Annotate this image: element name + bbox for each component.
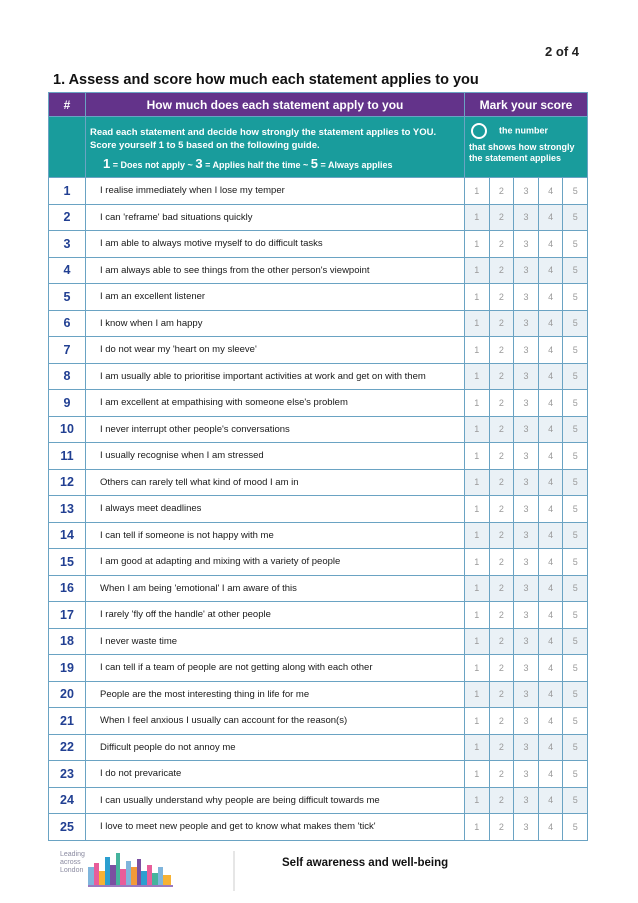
statement-number: 14 (49, 522, 86, 549)
score-option-1[interactable]: 1 (465, 363, 490, 390)
score-option-3[interactable]: 3 (514, 416, 539, 443)
score-option-4[interactable]: 4 (538, 204, 563, 231)
statement-number: 21 (49, 708, 86, 735)
table-row (49, 761, 588, 788)
score-option-3[interactable]: 3 (514, 814, 539, 841)
score-option-4[interactable]: 4 (538, 178, 563, 205)
score-scale (90, 157, 458, 172)
score-option-5[interactable]: 5 (563, 522, 588, 549)
score-option-5[interactable]: 5 (563, 814, 588, 841)
score-option-5[interactable]: 5 (563, 284, 588, 311)
score-option-3[interactable]: 3 (514, 602, 539, 629)
score-option-5[interactable]: 5 (563, 390, 588, 417)
table-row (49, 363, 588, 390)
score-option-2[interactable]: 2 (489, 416, 514, 443)
score-option-4[interactable]: 4 (538, 708, 563, 735)
table-row (49, 416, 588, 443)
table-row (49, 787, 588, 814)
score-option-4[interactable]: 4 (538, 761, 563, 788)
london-skyline-icon (60, 847, 235, 892)
score-option-2[interactable]: 2 (489, 628, 514, 655)
score-option-2[interactable]: 2 (489, 231, 514, 258)
score-option-5[interactable]: 5 (563, 787, 588, 814)
score-option-5[interactable]: 5 (563, 575, 588, 602)
score-option-5[interactable]: 5 (563, 681, 588, 708)
statement-text: I am usually able to prioritise important activities at work and get on with them (86, 363, 465, 390)
score-option-3[interactable]: 3 (514, 257, 539, 284)
statement-text: I do not prevaricate (86, 761, 465, 788)
statement-text: When I feel anxious I usually can account for the reason(s) (86, 708, 465, 735)
score-option-3[interactable]: 3 (514, 337, 539, 364)
score-option-5[interactable]: 5 (563, 231, 588, 258)
table-row (49, 496, 588, 523)
score-option-2[interactable]: 2 (489, 310, 514, 337)
score-option-1[interactable]: 1 (465, 178, 490, 205)
scale-3: 3 (195, 156, 203, 171)
score-option-4[interactable]: 4 (538, 363, 563, 390)
scale-sep-1: ~ (187, 160, 193, 170)
table-row (49, 257, 588, 284)
section-heading: 1. Assess and score how much each statement applies to you (53, 72, 479, 88)
scale-1-text: = Does not apply (112, 160, 186, 170)
score-option-5[interactable]: 5 (563, 204, 588, 231)
score-option-5[interactable]: 5 (563, 655, 588, 682)
table-row (49, 337, 588, 364)
score-option-3[interactable]: 3 (514, 761, 539, 788)
score-option-3[interactable]: 3 (514, 363, 539, 390)
statement-text: I am always able to see things from the other person's viewpoint (86, 257, 465, 284)
statement-number: 7 (49, 337, 86, 364)
score-option-1[interactable]: 1 (465, 337, 490, 364)
score-option-2[interactable]: 2 (489, 814, 514, 841)
statement-number: 8 (49, 363, 86, 390)
table-row (49, 310, 588, 337)
scale-3-text: = Applies half the time (205, 160, 301, 170)
score-option-2[interactable]: 2 (489, 363, 514, 390)
score-option-2[interactable]: 2 (489, 522, 514, 549)
statement-number: 9 (49, 390, 86, 417)
statement-number: 19 (49, 655, 86, 682)
statement-number: 1 (49, 178, 86, 205)
score-option-4[interactable]: 4 (538, 602, 563, 629)
score-option-4[interactable]: 4 (538, 496, 563, 523)
table-row (49, 628, 588, 655)
logo-text: Leading across London (60, 851, 85, 874)
score-option-2[interactable]: 2 (489, 337, 514, 364)
score-option-5[interactable]: 5 (563, 443, 588, 470)
table-row (49, 681, 588, 708)
score-option-2[interactable]: 2 (489, 655, 514, 682)
assessment-table (48, 92, 588, 841)
score-option-5[interactable]: 5 (563, 628, 588, 655)
statement-number: 23 (49, 761, 86, 788)
scale-1: 1 (103, 156, 111, 171)
score-option-3[interactable]: 3 (514, 496, 539, 523)
score-option-2[interactable]: 2 (489, 734, 514, 761)
statement-text: I know when I am happy (86, 310, 465, 337)
table-row (49, 469, 588, 496)
score-option-4[interactable]: 4 (538, 257, 563, 284)
score-option-5[interactable]: 5 (563, 257, 588, 284)
score-option-4[interactable]: 4 (538, 814, 563, 841)
score-option-1[interactable]: 1 (465, 549, 490, 576)
score-option-4[interactable]: 4 (538, 231, 563, 258)
statement-text: I never interrupt other people's conversations (86, 416, 465, 443)
score-option-5[interactable]: 5 (563, 549, 588, 576)
score-option-5[interactable]: 5 (563, 734, 588, 761)
statement-text: I love to meet new people and get to know what makes them 'tick' (86, 814, 465, 841)
score-option-2[interactable]: 2 (489, 204, 514, 231)
statement-number: 15 (49, 549, 86, 576)
statement-text: Others can rarely tell what kind of mood I am in (86, 469, 465, 496)
table-row (49, 522, 588, 549)
score-option-1[interactable]: 1 (465, 628, 490, 655)
scale-5-text: = Always applies (320, 160, 393, 170)
header-number: # (49, 93, 86, 117)
statement-number: 22 (49, 734, 86, 761)
score-option-3[interactable]: 3 (514, 708, 539, 735)
score-option-4[interactable]: 4 (538, 390, 563, 417)
score-option-3[interactable]: 3 (514, 628, 539, 655)
score-option-1[interactable]: 1 (465, 284, 490, 311)
statement-number: 2 (49, 204, 86, 231)
score-option-3[interactable]: 3 (514, 231, 539, 258)
score-option-2[interactable]: 2 (489, 257, 514, 284)
score-option-3[interactable]: 3 (514, 522, 539, 549)
page-number: 2 of 4 (545, 44, 579, 59)
statement-text: When I am being 'emotional' I am aware of this (86, 575, 465, 602)
instructions-row (49, 117, 588, 178)
score-option-2[interactable]: 2 (489, 284, 514, 311)
score-option-4[interactable]: 4 (538, 310, 563, 337)
score-option-5[interactable]: 5 (563, 761, 588, 788)
score-option-4[interactable]: 4 (538, 284, 563, 311)
score-option-3[interactable]: 3 (514, 204, 539, 231)
statement-number: 3 (49, 231, 86, 258)
statement-number: 24 (49, 787, 86, 814)
score-option-2[interactable]: 2 (489, 761, 514, 788)
score-option-1[interactable]: 1 (465, 390, 490, 417)
table-row (49, 204, 588, 231)
statement-text: I am able to always motive myself to do difficult tasks (86, 231, 465, 258)
table-row (49, 178, 588, 205)
instructions-spacer (49, 117, 86, 178)
circle-icon (471, 123, 487, 139)
header-statement: How much does each statement apply to you (86, 93, 465, 117)
score-option-5[interactable]: 5 (563, 178, 588, 205)
statement-number: 20 (49, 681, 86, 708)
score-option-3[interactable]: 3 (514, 284, 539, 311)
footer-title: Self awareness and well-being (282, 857, 449, 869)
instructions-line2: Score yourself 1 to 5 based on the following guide. (90, 140, 320, 151)
score-option-5[interactable]: 5 (563, 602, 588, 629)
score-option-1[interactable]: 1 (465, 469, 490, 496)
statement-number: 25 (49, 814, 86, 841)
statement-text: I never waste time (86, 628, 465, 655)
score-option-2[interactable]: 2 (489, 469, 514, 496)
statement-text: I usually recognise when I am stressed (86, 443, 465, 470)
table-row (49, 734, 588, 761)
score-option-5[interactable]: 5 (563, 363, 588, 390)
score-option-1[interactable]: 1 (465, 734, 490, 761)
statement-text: People are the most interesting thing in life for me (86, 681, 465, 708)
score-option-1[interactable]: 1 (465, 522, 490, 549)
statement-number: 4 (49, 257, 86, 284)
score-option-1[interactable]: 1 (465, 655, 490, 682)
score-option-3[interactable]: 3 (514, 549, 539, 576)
score-option-1[interactable]: 1 (465, 681, 490, 708)
score-option-4[interactable]: 4 (538, 469, 563, 496)
score-option-1[interactable]: 1 (465, 204, 490, 231)
statement-number: 10 (49, 416, 86, 443)
score-option-4[interactable]: 4 (538, 681, 563, 708)
score-option-1[interactable]: 1 (465, 761, 490, 788)
table-row (49, 575, 588, 602)
table-row (49, 814, 588, 841)
instructions-line1: Read each statement and decide how strongly the statement applies to YOU. (90, 127, 437, 138)
score-option-1[interactable]: 1 (465, 310, 490, 337)
statement-number: 18 (49, 628, 86, 655)
statement-text: I realise immediately when I lose my temper (86, 178, 465, 205)
score-option-5[interactable]: 5 (563, 496, 588, 523)
score-option-3[interactable]: 3 (514, 655, 539, 682)
score-option-3[interactable]: 3 (514, 310, 539, 337)
score-option-1[interactable]: 1 (465, 814, 490, 841)
statement-text: I always meet deadlines (86, 496, 465, 523)
mark-text: that shows how strongly the statement applies (469, 142, 575, 163)
score-option-3[interactable]: 3 (514, 681, 539, 708)
statement-text: I can usually understand why people are being difficult towards me (86, 787, 465, 814)
statement-text: I can 'reframe' bad situations quickly (86, 204, 465, 231)
statement-text: I rarely 'fly off the handle' at other people (86, 602, 465, 629)
score-option-5[interactable]: 5 (563, 708, 588, 735)
table-row (49, 602, 588, 629)
score-option-3[interactable]: 3 (514, 734, 539, 761)
table-row (49, 708, 588, 735)
score-option-4[interactable]: 4 (538, 734, 563, 761)
score-option-1[interactable]: 1 (465, 602, 490, 629)
score-option-5[interactable]: 5 (563, 337, 588, 364)
score-option-4[interactable]: 4 (538, 522, 563, 549)
statement-text: I do not wear my 'heart on my sleeve' (86, 337, 465, 364)
score-option-1[interactable]: 1 (465, 416, 490, 443)
instructions-cell (86, 117, 465, 178)
score-option-2[interactable]: 2 (489, 549, 514, 576)
header-score: Mark your score (465, 93, 588, 117)
scale-sep-2: ~ (303, 160, 309, 170)
score-option-5[interactable]: 5 (563, 469, 588, 496)
score-option-5[interactable]: 5 (563, 416, 588, 443)
mark-title: the number (499, 125, 549, 136)
table-row (49, 549, 588, 576)
table-row (49, 390, 588, 417)
score-option-2[interactable]: 2 (489, 443, 514, 470)
score-option-3[interactable]: 3 (514, 178, 539, 205)
score-option-1[interactable]: 1 (465, 708, 490, 735)
statement-text: I can tell if a team of people are not getting along with each other (86, 655, 465, 682)
statement-text: Difficult people do not annoy me (86, 734, 465, 761)
table-row (49, 284, 588, 311)
table-row (49, 231, 588, 258)
scale-5: 5 (310, 156, 319, 171)
statement-number: 5 (49, 284, 86, 311)
table-row (49, 443, 588, 470)
statement-number: 13 (49, 496, 86, 523)
leading-across-london-logo (60, 847, 235, 892)
score-option-3[interactable]: 3 (514, 787, 539, 814)
score-option-4[interactable]: 4 (538, 549, 563, 576)
score-option-3[interactable]: 3 (514, 575, 539, 602)
score-option-2[interactable]: 2 (489, 708, 514, 735)
score-option-4[interactable]: 4 (538, 787, 563, 814)
statement-text: I am good at adapting and mixing with a variety of people (86, 549, 465, 576)
mark-instructions-cell (465, 117, 588, 178)
score-option-1[interactable]: 1 (465, 257, 490, 284)
score-option-2[interactable]: 2 (489, 575, 514, 602)
score-option-4[interactable]: 4 (538, 575, 563, 602)
score-option-1[interactable]: 1 (465, 443, 490, 470)
score-option-3[interactable]: 3 (514, 443, 539, 470)
statement-rows (49, 178, 588, 841)
score-option-3[interactable]: 3 (514, 469, 539, 496)
score-option-1[interactable]: 1 (465, 575, 490, 602)
score-option-1[interactable]: 1 (465, 496, 490, 523)
score-option-4[interactable]: 4 (538, 628, 563, 655)
score-option-2[interactable]: 2 (489, 178, 514, 205)
score-option-4[interactable]: 4 (538, 337, 563, 364)
score-option-2[interactable]: 2 (489, 602, 514, 629)
statement-number: 6 (49, 310, 86, 337)
score-option-4[interactable]: 4 (538, 416, 563, 443)
statement-number: 16 (49, 575, 86, 602)
score-option-2[interactable]: 2 (489, 390, 514, 417)
table-row (49, 655, 588, 682)
statement-text: I am excellent at empathising with someone else's problem (86, 390, 465, 417)
statement-text: I am an excellent listener (86, 284, 465, 311)
score-option-1[interactable]: 1 (465, 231, 490, 258)
score-option-2[interactable]: 2 (489, 496, 514, 523)
statement-number: 12 (49, 469, 86, 496)
score-option-3[interactable]: 3 (514, 390, 539, 417)
table-header-row (49, 93, 588, 117)
score-option-2[interactable]: 2 (489, 787, 514, 814)
score-option-4[interactable]: 4 (538, 655, 563, 682)
score-option-2[interactable]: 2 (489, 681, 514, 708)
score-option-4[interactable]: 4 (538, 443, 563, 470)
statement-number: 11 (49, 443, 86, 470)
score-option-5[interactable]: 5 (563, 310, 588, 337)
statement-text: I can tell if someone is not happy with me (86, 522, 465, 549)
statement-number: 17 (49, 602, 86, 629)
score-option-1[interactable]: 1 (465, 787, 490, 814)
